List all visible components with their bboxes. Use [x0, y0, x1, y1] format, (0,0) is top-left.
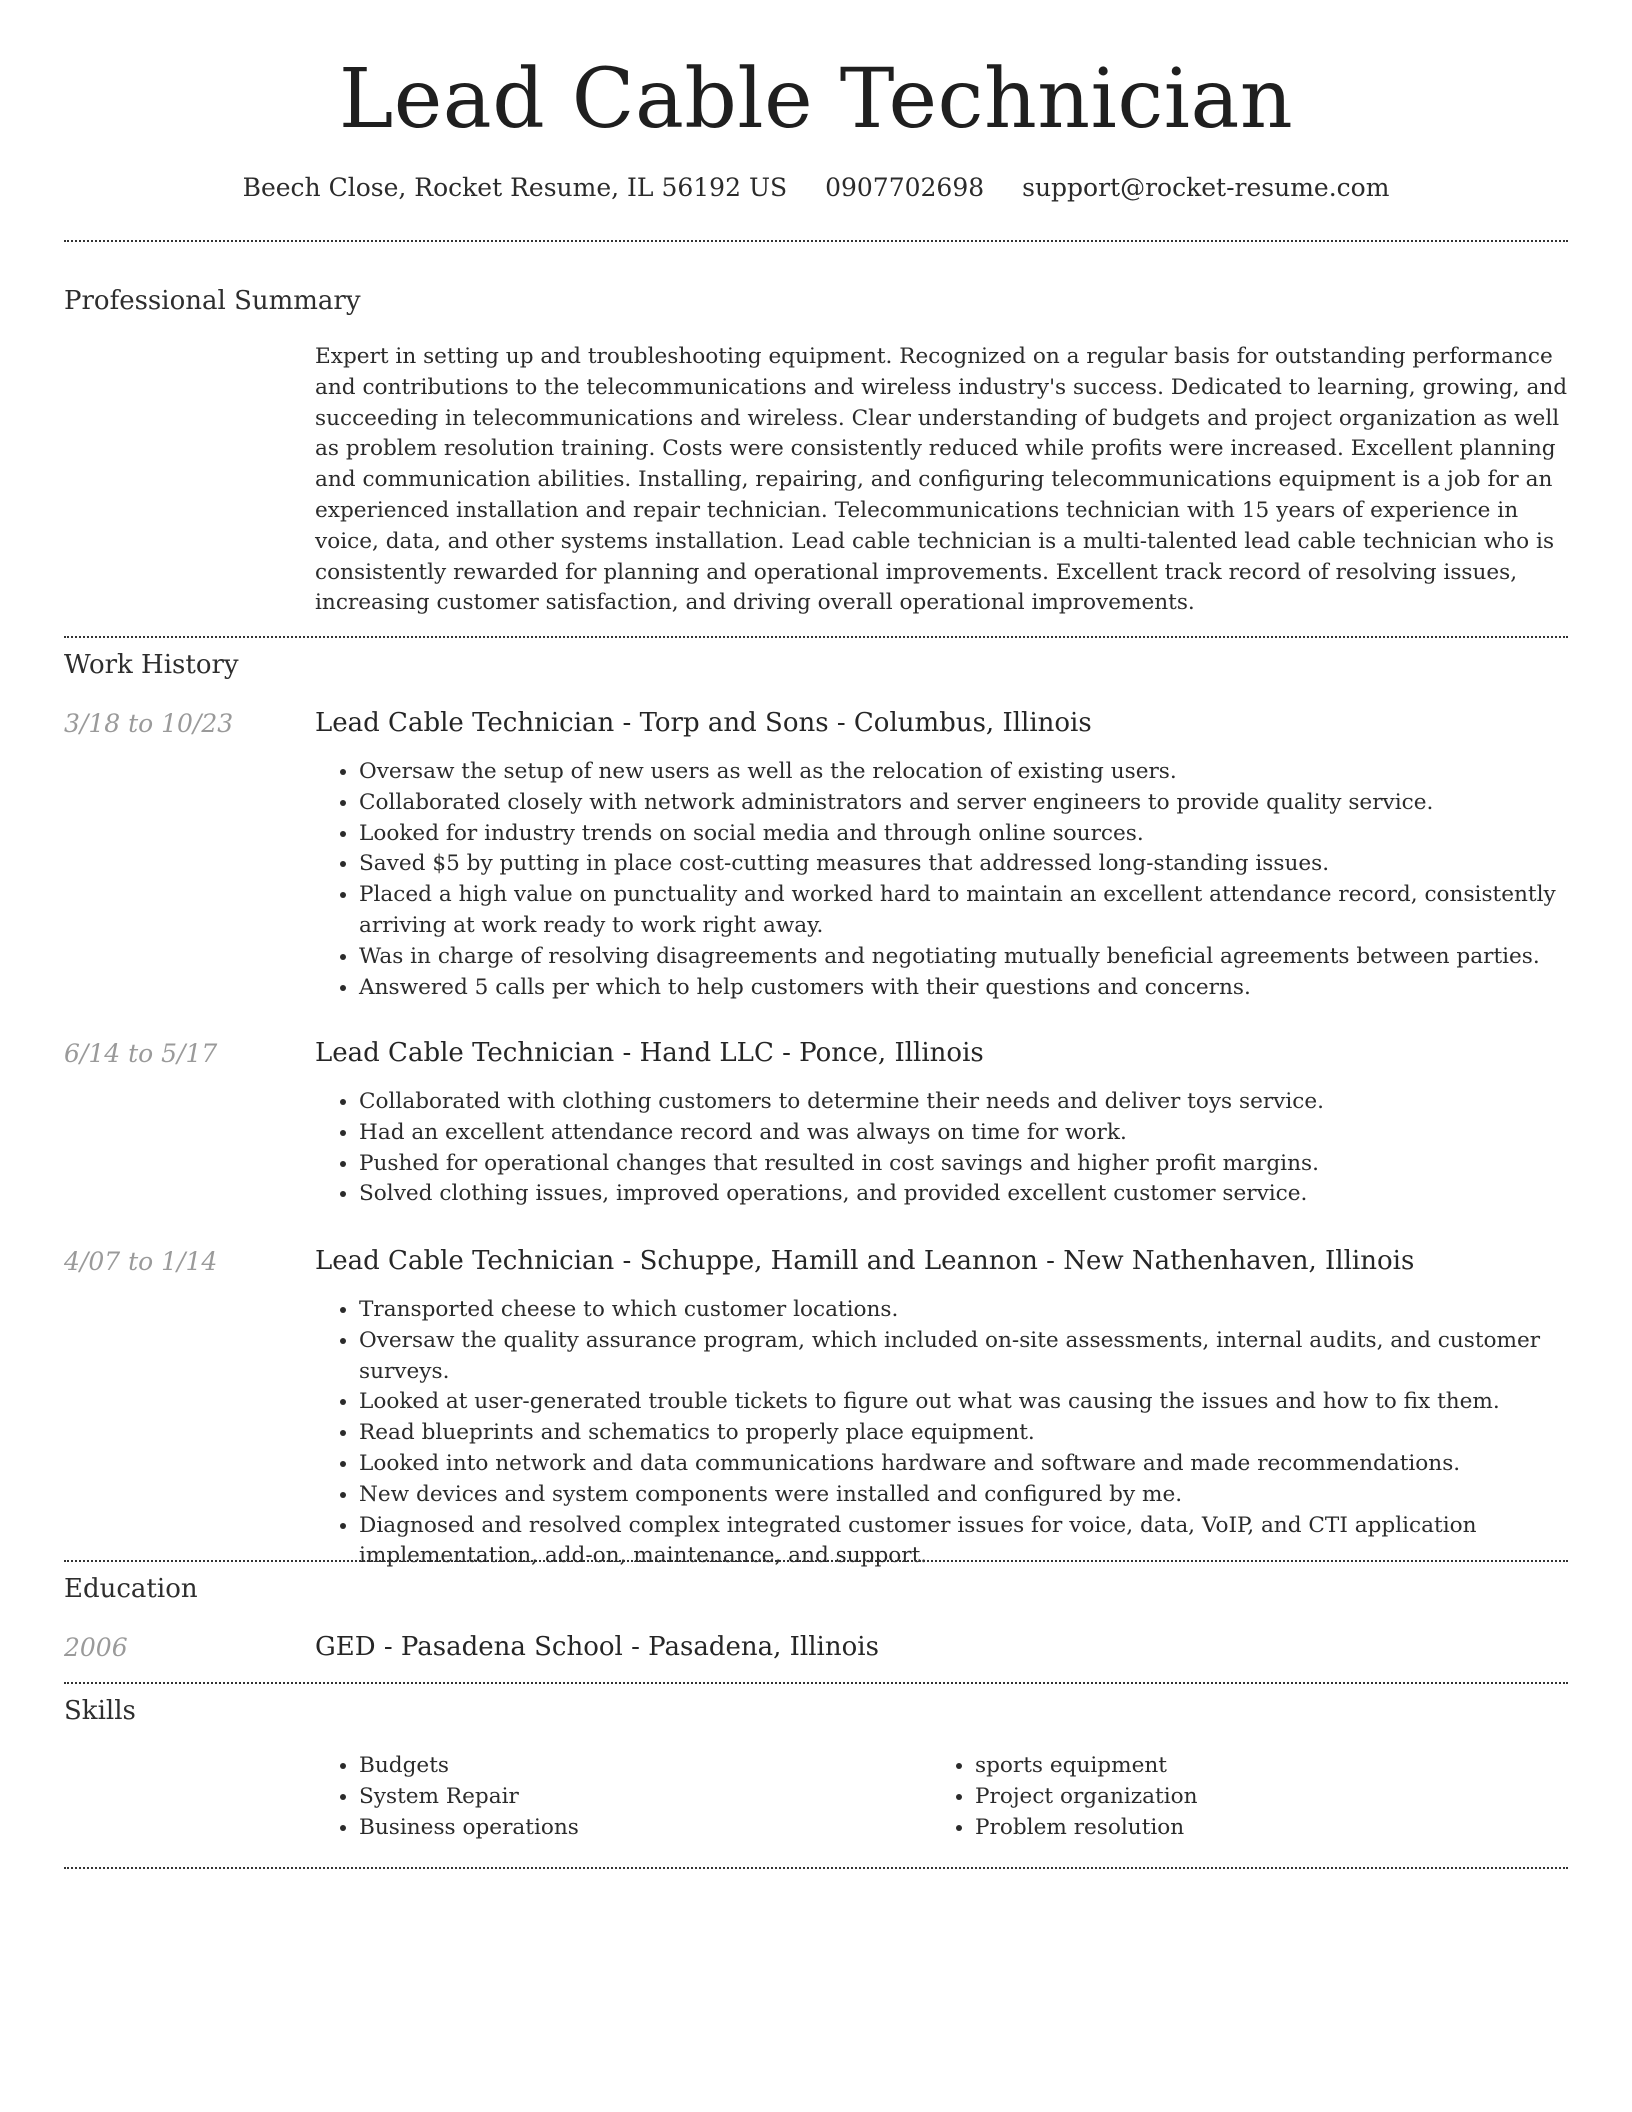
job-title: Lead Cable Technician - Schuppe, Hamill and Leannon - New Nathenhaven, Illinois: [315, 1246, 1415, 1276]
contact-email: support@rocket-resume.com: [1022, 173, 1390, 202]
job-bullet: • Saved $5 by putting in place cost-cutting measures that addressed long-standing issues.: [359, 849, 1612, 880]
contact-phone: 0907702698: [825, 173, 985, 202]
job-title: Lead Cable Technician - Torp and Sons - Columbus, Illinois: [315, 708, 1092, 738]
job-bullet: • Read blueprints and schematics to properly place equipment.: [359, 1418, 1612, 1449]
job-bullet: • Had an excellent attendance record and was always on time for work.: [359, 1118, 1612, 1149]
skill-item: • Project organization: [975, 1782, 1535, 1813]
job-bullet: • Transported cheese to which customer locations.: [359, 1295, 1612, 1326]
job-dates: 6/14 to 5/17: [64, 1039, 218, 1068]
divider-summary: [64, 636, 1568, 638]
education-degree: GED - Pasadena School - Pasadena, Illinois: [315, 1632, 879, 1662]
job-bullet: • Oversaw the setup of new users as well as the relocation of existing users.: [359, 757, 1612, 788]
skill-item: • Problem resolution: [975, 1813, 1535, 1844]
job-bullet: • Pushed for operational changes that resulted in cost savings and higher profit margins.: [359, 1149, 1612, 1180]
job-bullet: • Oversaw the quality assurance program, which included on-site assessments, internal audits, and customer surveys.: [359, 1326, 1612, 1388]
job-bullet: • Looked into network and data communications hardware and software and made recommendations.: [359, 1449, 1612, 1480]
section-title-summary: Professional Summary: [64, 286, 361, 316]
skills-list-right: [931, 1751, 1535, 1843]
job-bullet: • Looked at user-generated trouble tickets to figure out what was causing the issues and how to fix them.: [359, 1387, 1612, 1418]
job-bullet: • Answered 5 calls per which to help customers with their questions and concerns.: [359, 973, 1612, 1004]
divider-education: [64, 1682, 1568, 1684]
skill-item: • Business operations: [359, 1813, 919, 1844]
job-bullet: • New devices and system components were installed and configured by me.: [359, 1480, 1612, 1511]
skill-item: • sports equipment: [975, 1751, 1535, 1782]
job-bullets: [315, 1087, 1612, 1210]
job-bullet: • Looked for industry trends on social media and through online sources.: [359, 819, 1612, 850]
job-bullet: • Solved clothing issues, improved operations, and provided excellent customer service.: [359, 1179, 1612, 1210]
summary-text: Expert in setting up and troubleshooting equipment. Recognized on a regular basis for outstanding performance and contributions to the telecommunications and wireless industry's success. Dedicated to learning, growing, and succeeding in telecommunications and wireless. Clear understanding of budgets and project organization as well as problem resolution training. Costs were consistently reduced while profits were increased. Excellent planning and communication abilities. Installing, repairing, and configuring telecommunications equipment is a job for an experienced installation and repair technician. Telecommunications technician with 15 years of experience in voice, data, and other systems installation. Lead cable technician is a multi-talented lead cable technician who is consistently rewarded for planning and operational improvements. Excellent track record of resolving issues, increasing customer satisfaction, and driving overall operational improvements.: [315, 344, 1568, 616]
job-bullet: • Diagnosed and resolved complex integrated customer issues for voice, data, VoIP, and CTI application implementation, add-on, maintenance, and support.: [359, 1511, 1612, 1573]
job-bullet: • Collaborated with clothing customers to determine their needs and deliver toys service.: [359, 1087, 1612, 1118]
contact-line: [0, 170, 1632, 206]
job-bullets: [315, 1295, 1612, 1572]
section-title-education: Education: [64, 1574, 198, 1604]
skill-item: • Budgets: [359, 1751, 919, 1782]
job-bullets: [315, 757, 1612, 1003]
job-bullet: • Collaborated closely with network administrators and server engineers to provide quality service.: [359, 788, 1612, 819]
job-bullet: • Was in charge of resolving disagreements and negotiating mutually beneficial agreements between parties.: [359, 942, 1612, 973]
contact-address: Beech Close, Rocket Resume, IL 56192 US: [242, 173, 788, 202]
section-title-skills: Skills: [64, 1696, 136, 1726]
job-dates: 3/18 to 10/23: [64, 709, 234, 738]
section-title-work-history: Work History: [64, 650, 239, 680]
skill-item: • System Repair: [359, 1782, 919, 1813]
divider-skills: [64, 1867, 1568, 1869]
job-title: Lead Cable Technician - Hand LLC - Ponce, Illinois: [315, 1038, 984, 1068]
job-dates: 4/07 to 1/14: [64, 1247, 218, 1276]
divider-header: [64, 240, 1568, 242]
divider-work-history: [64, 1560, 1568, 1562]
education-year: 2006: [64, 1633, 128, 1662]
skills-list-left: [315, 1751, 919, 1843]
job-bullet: • Placed a high value on punctuality and worked hard to maintain an excellent attendance record, consistently arriving at work ready to work right away.: [359, 880, 1612, 942]
resume-name: Lead Cable Technician: [338, 52, 1294, 147]
